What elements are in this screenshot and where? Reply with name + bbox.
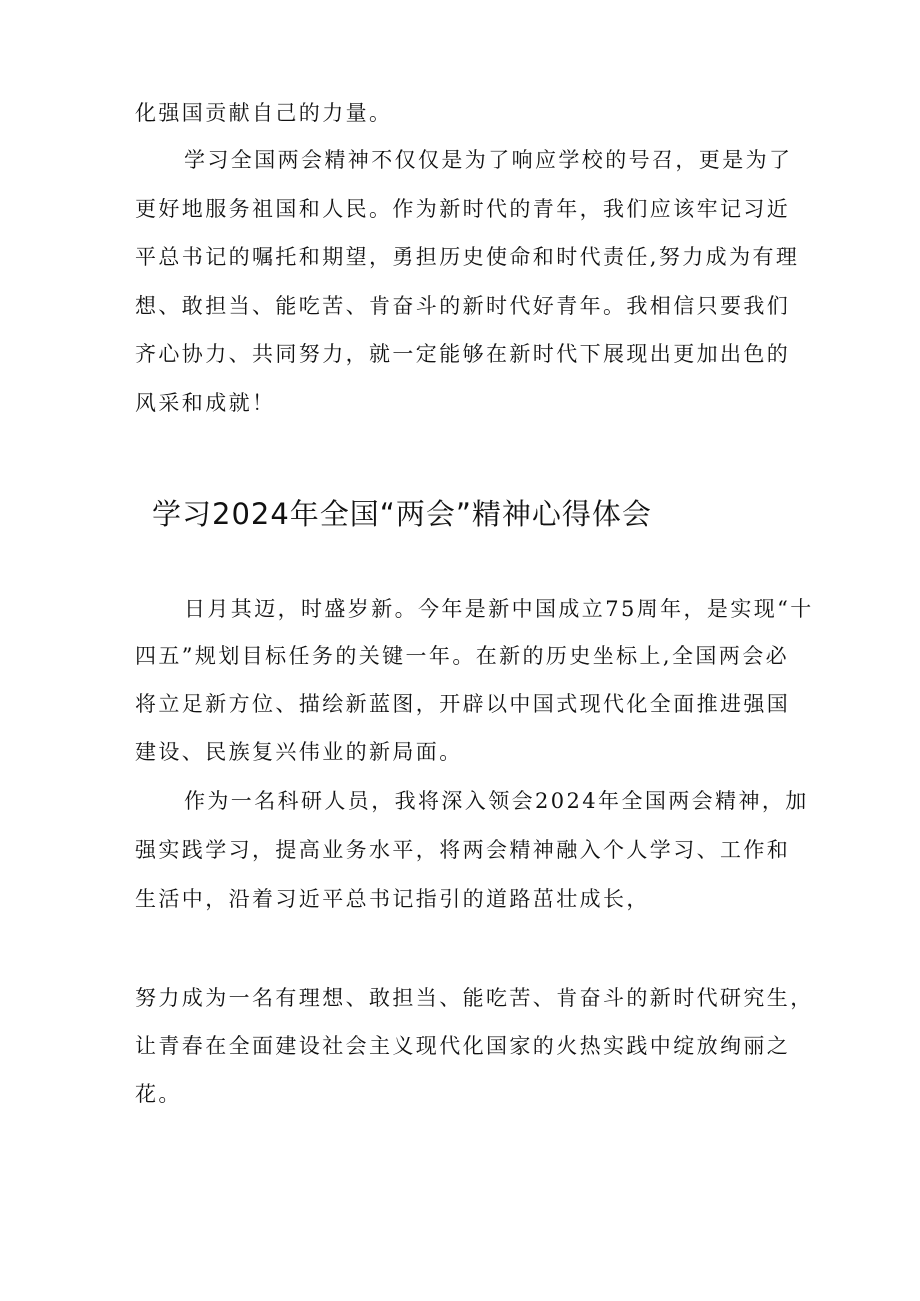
text-line-3: 更好地服务祖国和人民。作为新时代的青年，我们应该牢记习近 xyxy=(135,197,791,221)
text-line-5: 想、敢担当、能吃苦、肯奋斗的新时代好青年。我相信只要我们 xyxy=(135,294,791,318)
text-line-14: 生活中，沿着习近平总书记指引的道路茁壮成长， xyxy=(135,887,650,911)
text-line-13: 强实践学习，提高业务水平，将两会精神融入个人学习、工作和 xyxy=(135,838,791,862)
text-line-17: 花。 xyxy=(135,1082,182,1106)
text-line-6: 齐心协力、共同努力，就一定能够在新时代下展现出更加出色的 xyxy=(135,342,791,366)
text-line-10: 将立足新方位、描绘新蓝图，开辟以中国式现代化全面推进强国 xyxy=(135,692,791,716)
text-line-15: 努力成为一名有理想、敢担当、能吃苦、肯奋斗的新时代研究生， xyxy=(135,986,814,1010)
text-line-2: 学习全国两会精神不仅仅是为了响应学校的号召，更是为了 xyxy=(184,148,793,172)
text-line-11: 建设、民族复兴伟业的新局面。 xyxy=(135,740,463,764)
text-line-12: 作为一名科研人员，我将深入领会2024年全国两会精神，加 xyxy=(184,789,809,813)
text-line-8: 日月其迈，时盛岁新。今年是新中国成立75周年，是实现“十 xyxy=(184,597,814,621)
text-line-16: 让青春在全面建设社会主义现代化国家的火热实践中绽放绚丽之 xyxy=(135,1034,791,1058)
text-line-4: 平总书记的嘱托和期望，勇担历史使命和时代责任,努力成为有理 xyxy=(135,245,800,269)
text-line-9: 四五”规划目标任务的关键一年。在新的历史坐标上,全国两会必 xyxy=(135,644,790,668)
page-title: 学习2024年全国“两会”精神心得体会 xyxy=(152,497,652,531)
text-line-7: 风采和成就！ xyxy=(135,391,276,415)
text-line-1: 化强国贡献自己的力量。 xyxy=(135,101,393,125)
